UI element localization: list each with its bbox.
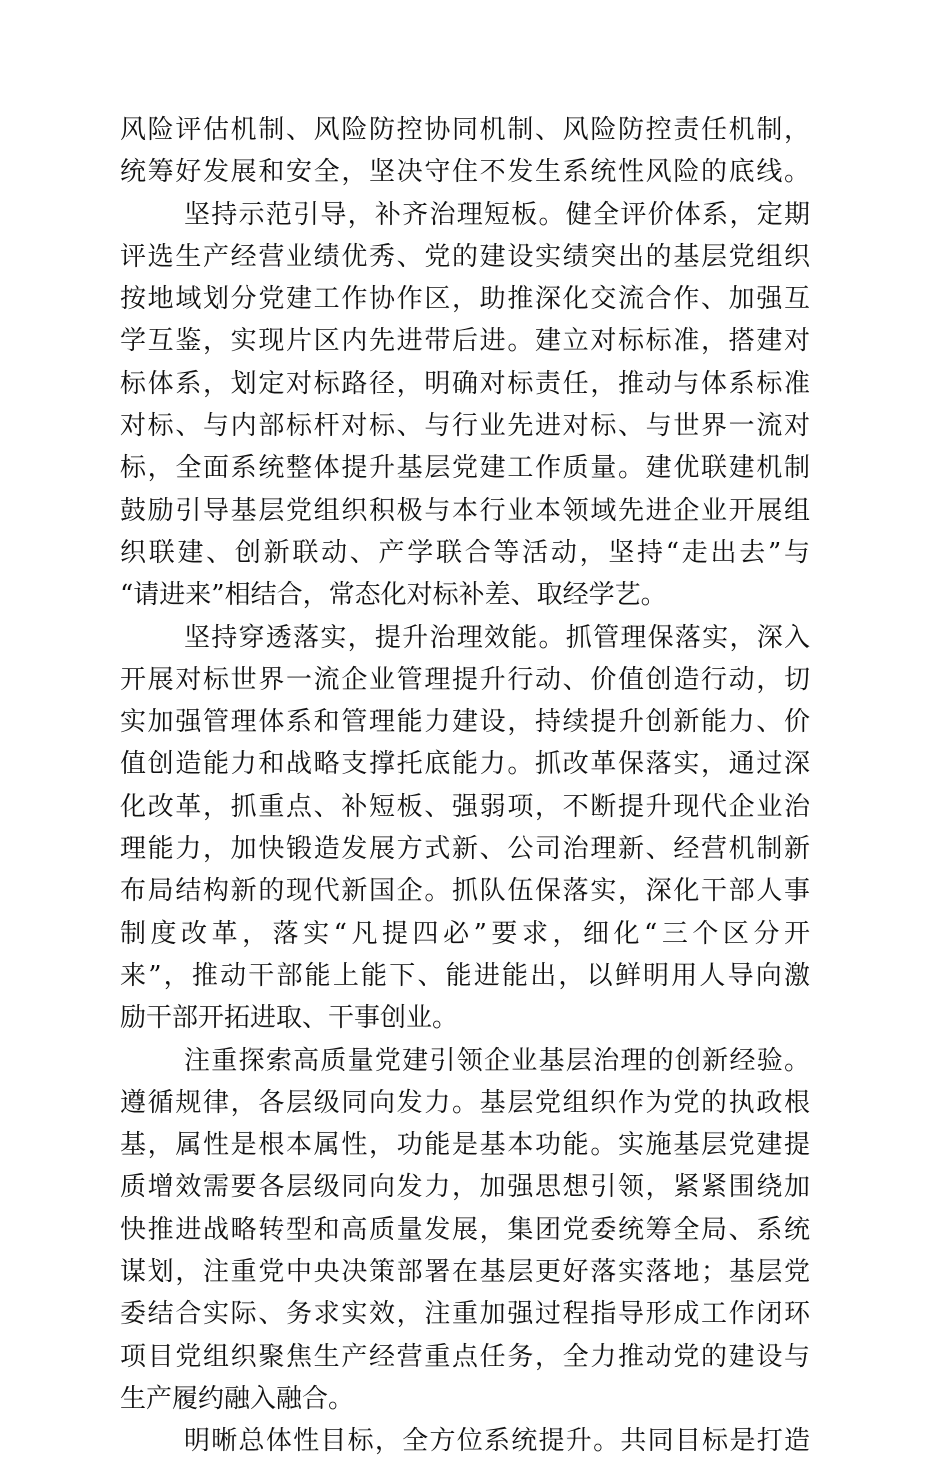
text-line: 标体系，划定对标路径，明确对标责任，推动与体系标准 [120, 368, 810, 399]
text-line: 开展对标世界一流企业管理提升行动、价值创造行动，切 [120, 664, 810, 695]
text-line: 按地域划分党建工作协作区，助推深化交流合作、加强互 [120, 284, 810, 315]
text-line: 项目党组织聚焦生产经营重点任务，全力推动党的建设与 [120, 1341, 810, 1372]
text-line: 快推进战略转型和高质量发展，集团党委统筹全局、系统 [120, 1214, 810, 1245]
paragraph-end-line: 生产履约融入融合。 [120, 1383, 355, 1414]
text-line: 制度改革，落实“凡提四必”要求，细化“三个区分开 [120, 918, 810, 949]
section-heading-line: 注重探索高质量党建引领企业基层治理的创新经验。 [184, 1045, 810, 1076]
text-line: 风险评估机制、风险防控协同机制、风险防控责任机制， [120, 115, 810, 145]
text-line: 布局结构新的现代新国企。抓队伍保落实，深化干部人事 [120, 876, 810, 907]
paragraph-end-line: 励干部开拓进取、干事创业。 [120, 1003, 459, 1034]
text-line: 谋划，注重党中央决策部署在基层更好落实落地；基层党 [120, 1257, 810, 1288]
text-line: 实加强管理体系和管理能力建设，持续提升创新能力、价 [120, 707, 810, 738]
text-line: 对标、与内部标杆对标、与行业先进对标、与世界一流对 [120, 411, 810, 442]
paragraph-start-line: 明晰总体性目标，全方位系统提升。共同目标是打造 [184, 1426, 810, 1457]
body-text [120, 109, 810, 1463]
text-line: 委结合实际、务求实效，注重加强过程指导形成工作闭环 [120, 1299, 810, 1330]
paragraph-start-line: 坚持示范引导，补齐治理短板。健全评价体系，定期 [184, 199, 810, 230]
text-line: 标，全面系统整体提升基层党建工作质量。建优联建机制 [120, 453, 810, 484]
text-line: 来”，推动干部能上能下、能进能出，以鲜明用人导向激 [120, 960, 810, 991]
text-line: 鼓励引导基层党组织积极与本行业本领域先进企业开展组 [120, 495, 810, 526]
text-line: 评选生产经营业绩优秀、党的建设实绩突出的基层党组织 [120, 241, 810, 272]
text-line: 织联建、创新联动、产学联合等活动，坚持“走出去”与 [120, 537, 810, 568]
text-line: 化改革，抓重点、补短板、强弱项，不断提升现代企业治 [120, 791, 810, 822]
text-line: 值创造能力和战略支撑托底能力。抓改革保落实，通过深 [120, 749, 810, 780]
text-line: 遵循规律，各层级同向发力。基层党组织作为党的执政根 [120, 1087, 810, 1118]
text-line: 统筹好发展和安全，坚决守住不发生系统性风险的底线。 [120, 157, 810, 188]
paragraph-end-line: “请进来”相结合，常态化对标补差、取经学艺。 [120, 580, 667, 611]
text-line: 质增效需要各层级同向发力，加强思想引领，紧紧围绕加 [120, 1172, 810, 1203]
paragraph-start-line: 坚持穿透落实，提升治理效能。抓管理保落实，深入 [184, 622, 810, 653]
text-line: 学互鉴，实现片区内先进带后进。建立对标标准，搭建对 [120, 326, 810, 357]
text-line: 基，属性是根本属性，功能是基本功能。实施基层党建提 [120, 1130, 810, 1161]
text-line: 理能力，加快锻造发展方式新、公司治理新、经营机制新 [120, 834, 810, 865]
